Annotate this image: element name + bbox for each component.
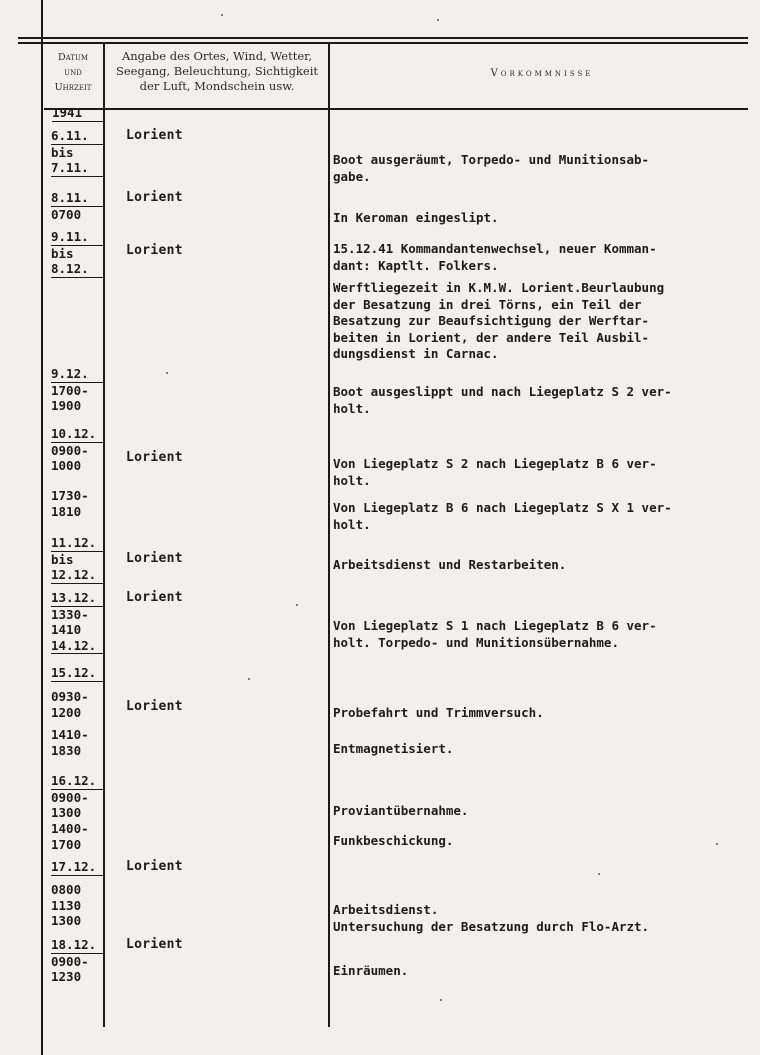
date-time-value: 16.12.	[51, 773, 103, 790]
date-time-value: bis	[51, 551, 74, 567]
date-time-value: 9.12.	[51, 366, 103, 383]
date-time-value: 1900	[51, 398, 82, 413]
paper-speck	[598, 873, 600, 875]
date-time-value: 8.12.	[51, 261, 103, 278]
entry-event-text: Probefahrt und Trimmversuch.	[333, 705, 544, 720]
entry-event-text: Von Liegeplatz S 2 nach Liegeplatz B 6 ver- holt.	[333, 456, 657, 488]
date-time-value: 9.11.	[51, 229, 103, 246]
date-time-value: 1130	[51, 897, 82, 913]
date-time-value: 0930-	[51, 689, 89, 704]
entry-dates	[51, 773, 109, 821]
entry-event-text: In Keroman eingeslipt.	[333, 210, 499, 225]
date-time-value: 6.11.	[51, 128, 103, 145]
entry-place: Lorient	[126, 937, 183, 952]
entry-dates	[51, 128, 109, 177]
paper-speck	[166, 372, 168, 374]
date-time-value: 1330-	[51, 606, 89, 622]
place-column-header: Angabe des Ortes, Wind, Wetter, Seegang, Beleuchtung, Sichtigkeit der Luft, Mondschein usw.	[115, 49, 319, 93]
entry-place: Lorient	[126, 699, 183, 714]
entry-event-text: 15.12.41 Kommandantenwechsel, neuer Komman- dant: Kaptlt. Folkers.	[333, 241, 657, 273]
date-time-value: 1700-	[51, 382, 89, 398]
date-time-value: 7.11.	[51, 160, 103, 177]
paper-speck	[221, 14, 223, 16]
entry-place: Lorient	[126, 859, 183, 874]
paper-speck	[437, 19, 439, 21]
entry-dates	[51, 535, 109, 584]
header-bottom-rule	[44, 108, 748, 110]
entry-event-text: Von Liegeplatz S 1 nach Liegeplatz B 6 ver- holt. Torpedo- und Munitionsübernahme.	[333, 618, 657, 650]
entry-event-text: Arbeitsdienst. Untersuchung der Besatzung durch Flo-Arzt.	[333, 902, 650, 934]
date-time-value: 15.12.	[51, 665, 103, 682]
date-time-value: 1300	[51, 913, 82, 928]
date-time-value: 0700	[51, 206, 82, 222]
date-time-value: bis	[51, 144, 74, 160]
date-time-value: 1730-	[51, 488, 89, 503]
date-time-value: 14.12.	[51, 638, 103, 655]
entry-dates	[51, 590, 109, 654]
entry-place: Lorient	[126, 243, 183, 258]
date-time-value: 0900-	[51, 953, 89, 969]
left-margin-line	[41, 0, 43, 1055]
paper-speck	[716, 843, 718, 845]
entry-dates	[51, 665, 109, 682]
entry-dates	[51, 689, 109, 720]
entry-event-text: Proviantübernahme.	[333, 803, 469, 818]
top-double-rule	[18, 37, 748, 39]
date-time-value: 1700	[51, 836, 82, 852]
date-time-value: 13.12.	[51, 590, 103, 607]
entry-event-text: Funkbeschickung.	[333, 833, 454, 848]
events-column-header: Vorkommnisse	[490, 68, 594, 79]
date-time-value: 1000	[51, 458, 82, 473]
entry-place: Lorient	[126, 128, 183, 143]
entry-dates	[51, 727, 109, 758]
entry-dates	[51, 937, 109, 985]
entry-event-text: Arbeitsdienst und Restarbeiten.	[333, 557, 567, 572]
entry-place: Lorient	[126, 551, 183, 566]
date-time-value: 0900-	[51, 442, 89, 458]
entry-dates	[51, 859, 109, 876]
paper-speck	[248, 678, 250, 680]
entry-event-text: Boot ausgeslippt und nach Liegeplatz S 2 ver- holt.	[333, 384, 672, 416]
entry-dates	[51, 488, 109, 519]
entry-event-text: Boot ausgeräumt, Torpedo- und Munitionsab- gabe.	[333, 152, 650, 184]
entry-event-text: Einräumen.	[333, 963, 409, 978]
date-time-value: 8.11.	[51, 190, 103, 207]
date-time-value: 17.12.	[51, 859, 103, 876]
top-double-rule-inner	[18, 42, 748, 44]
date-time-value: 11.12.	[51, 535, 103, 552]
entry-dates	[51, 229, 109, 278]
paper-speck	[296, 604, 298, 606]
date-column-header: Datum und Uhrzeit	[54, 52, 92, 93]
date-time-value: 0800	[51, 882, 82, 897]
date-time-value: 1830	[51, 742, 82, 758]
paper-speck	[440, 999, 442, 1001]
entry-dates	[51, 190, 109, 222]
date-time-value: 1410	[51, 622, 82, 637]
entry-event-text: Werftliegezeit in K.M.W. Lorient.Beurlaubung der Besatzung in drei Törns, ein Teil der Besatzung zur Beaufsichtigung der Werftar- beiten in Lorient, der andere Teil Ausbil- dungsdienst in Carnac.	[333, 280, 665, 361]
entry-dates	[51, 882, 109, 929]
date-time-value: 1810	[51, 503, 82, 519]
entry-place: Lorient	[126, 450, 183, 465]
entry-event-text: Von Liegeplatz B 6 nach Liegeplatz S X 1 ver- holt.	[333, 500, 672, 532]
date-time-value: 1200	[51, 704, 82, 720]
date-time-value: 0900-	[51, 789, 89, 805]
entry-event-text: Entmagnetisiert.	[333, 741, 454, 756]
date-time-value: 1400-	[51, 821, 89, 836]
date-time-value: 1300	[51, 805, 82, 820]
date-time-value: 1410-	[51, 727, 89, 742]
date-time-value: 12.12.	[51, 567, 103, 584]
date-time-value: 1230	[51, 969, 82, 984]
entry-dates	[51, 426, 109, 474]
date-time-value: 18.12.	[51, 937, 103, 954]
entry-place: Lorient	[126, 590, 183, 605]
entry-place: Lorient	[126, 190, 183, 205]
entry-dates	[51, 821, 109, 852]
date-time-value: 10.12.	[51, 426, 103, 443]
year-label: 1941	[52, 105, 104, 122]
date-time-value: bis	[51, 245, 74, 261]
entry-dates	[51, 366, 109, 414]
events-column-divider	[328, 42, 330, 1027]
